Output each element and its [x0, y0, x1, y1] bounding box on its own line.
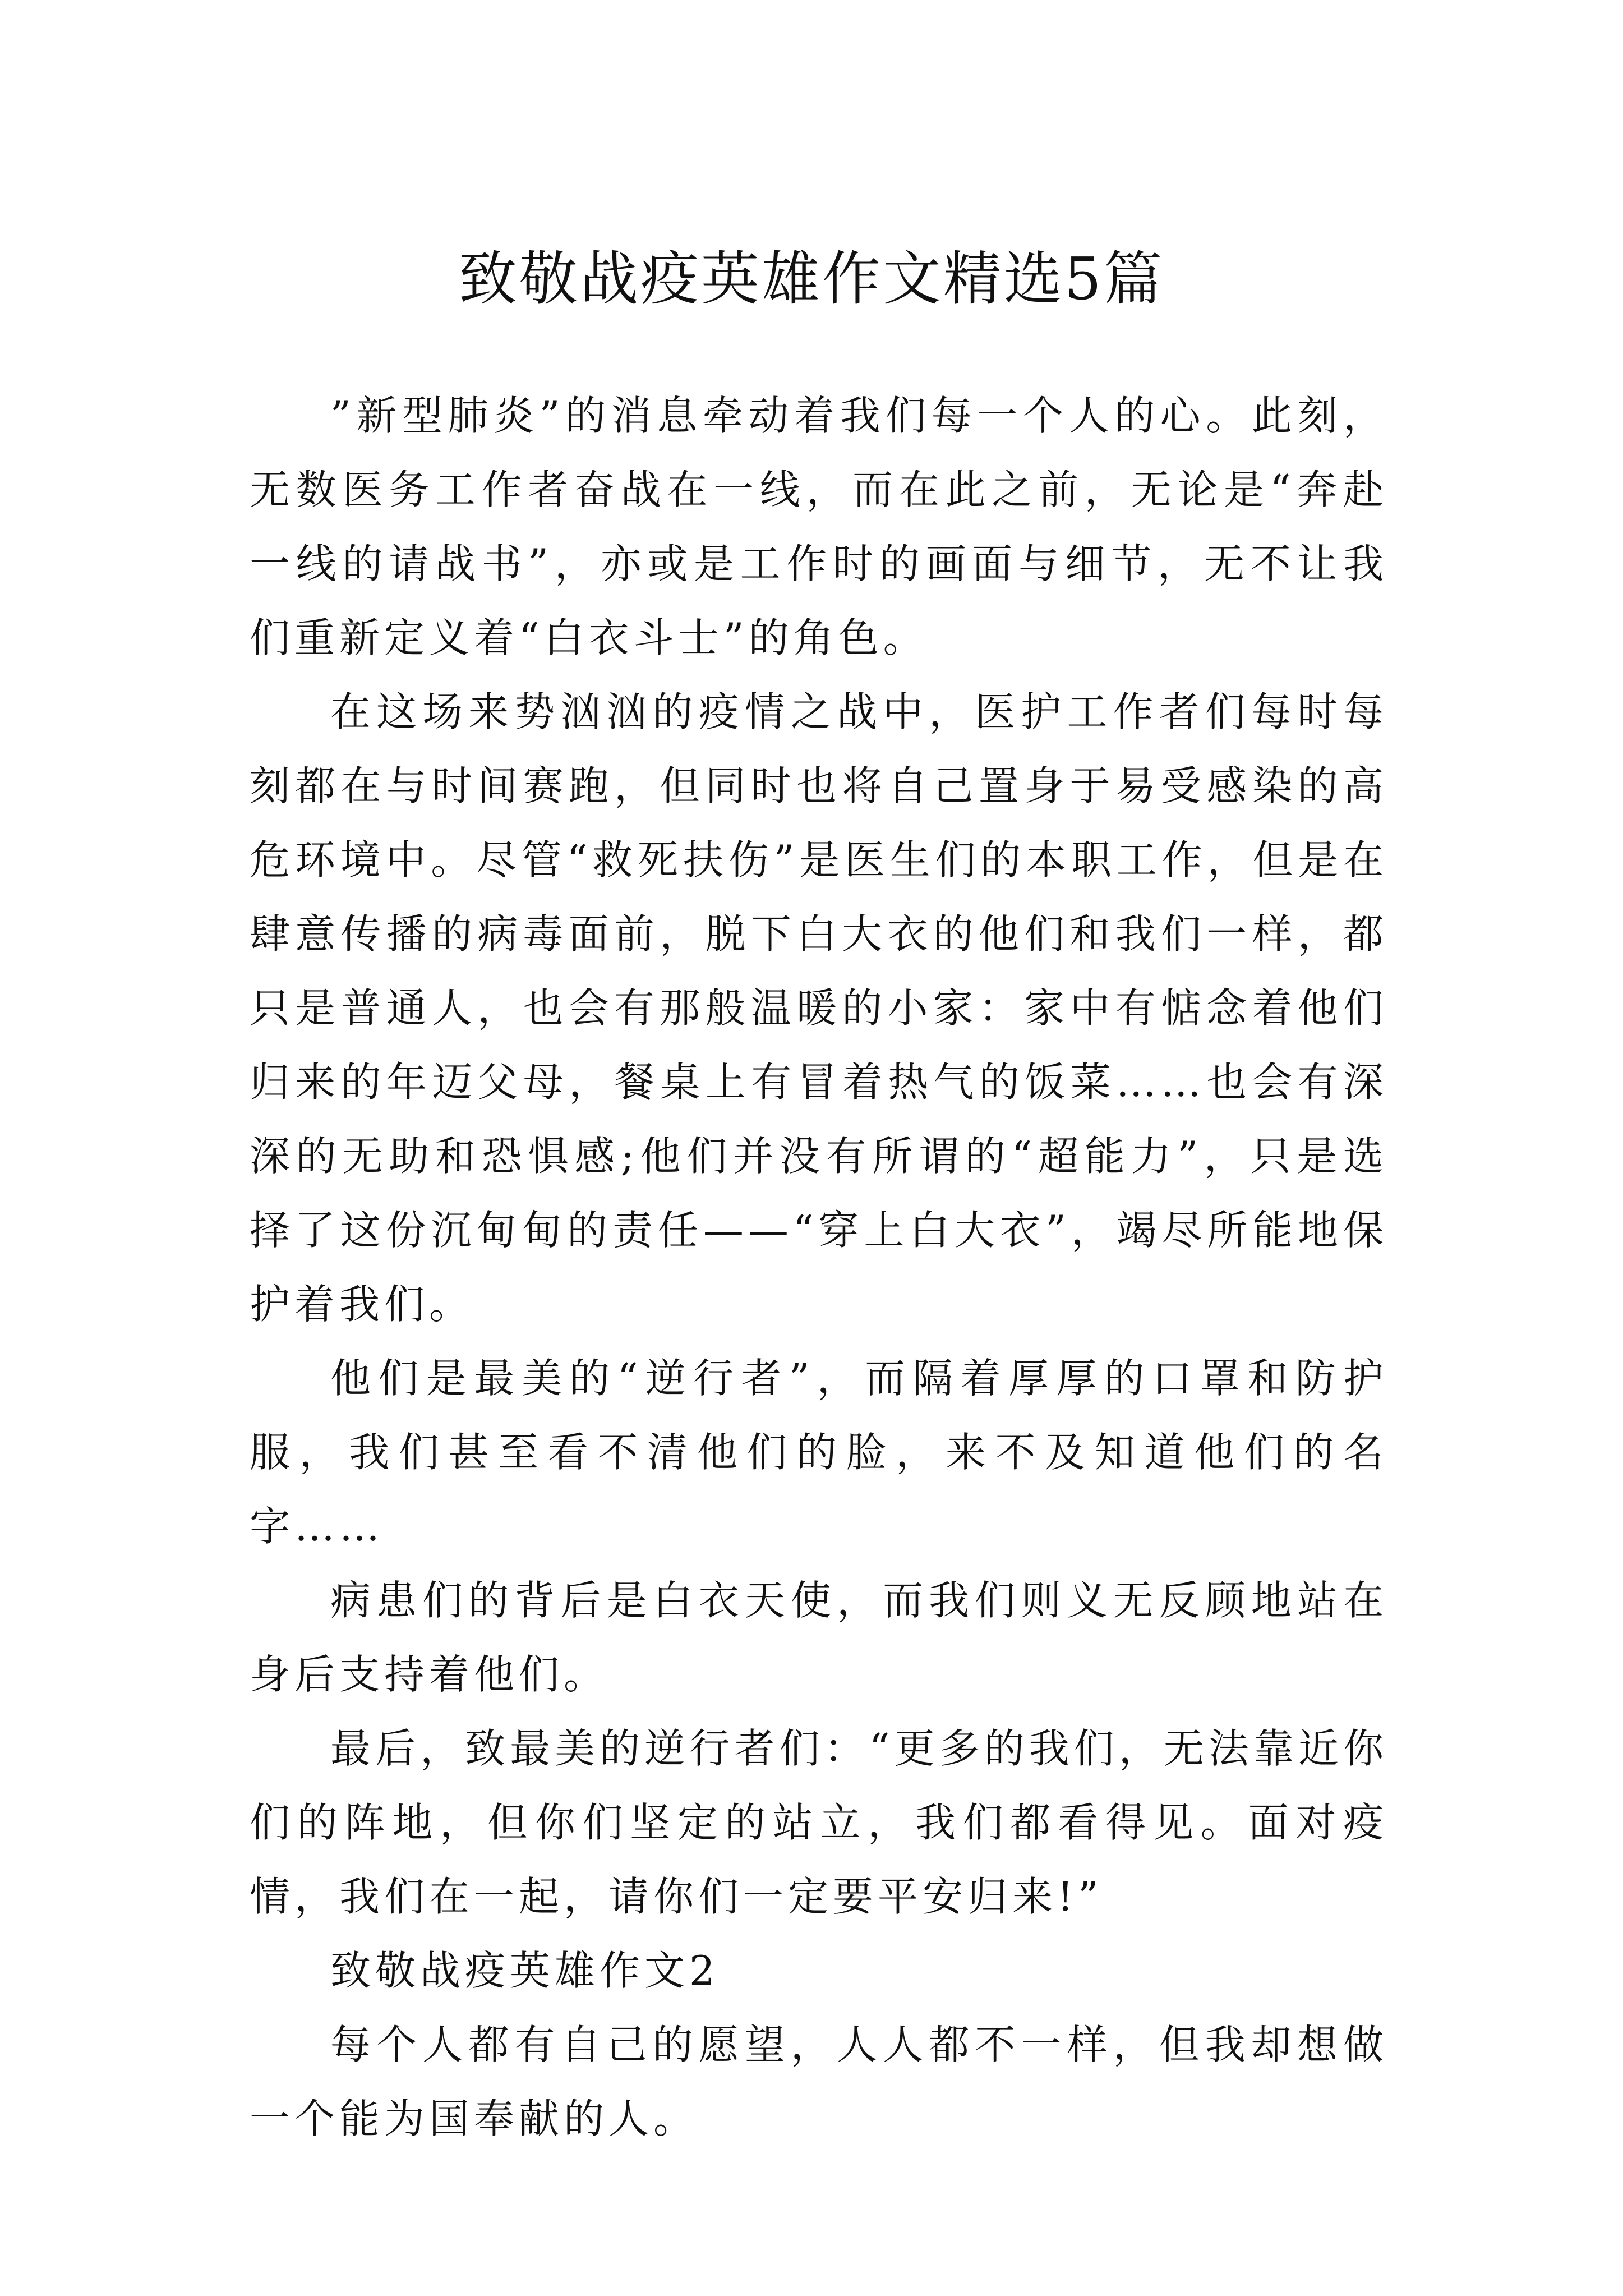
document-body: [250, 379, 1388, 2156]
paragraph-4: 病患们的背后是白衣天使，而我们则义无反顾地站在身后支持着他们。: [250, 1577, 1388, 1698]
paragraph-1: ”新型肺炎”的消息牵动着我们每一个人的心。此刻，无数医务工作者奋战在一线，而在此之前，无论是“奔赴一线的请战书”，亦或是工作时的画面与细节，无不让我们重新定义着“白衣斗士”的角色。: [250, 392, 1388, 661]
document-title: 致敬战疫英雄作文精选5篇: [458, 244, 1165, 313]
paragraph-6: 每个人都有自己的愿望，人人都不一样，但我却想做一个能为国奉献的人。: [250, 2021, 1388, 2142]
section-heading-2: 致敬战疫英雄作文2: [330, 1947, 720, 1994]
paragraph-5: 最后，致最美的逆行者们：“更多的我们，无法靠近你们的阵地，但你们坚定的站立，我们都看得见。面对疫情，我们在一起，请你们一定要平安归来!”: [250, 1725, 1388, 1920]
paragraph-2: 在这场来势汹汹的疫情之战中，医护工作者们每时每刻都在与时间赛跑，但同时也将自己置身于易受感染的高危环境中。尽管“救死扶伤”是医生们的本职工作，但是在肆意传播的病毒面前，脱下白大衣的他们和我们一样，都只是普通人，也会有那般温暖的小家：家中有惦念着他们归来的年迈父母，餐桌上有冒着热气的饭菜……也会有深深的无助和恐惧感;他们并没有所谓的“超能力”，只是选择了这份沉甸甸的责任——“穿上白大衣”，竭尽所能地保护着我们。: [250, 688, 1388, 1328]
paragraph-3: 他们是最美的“逆行者”，而隔着厚厚的口罩和防护服，我们甚至看不清他们的脸，来不及知道他们的名字……: [250, 1355, 1388, 1550]
